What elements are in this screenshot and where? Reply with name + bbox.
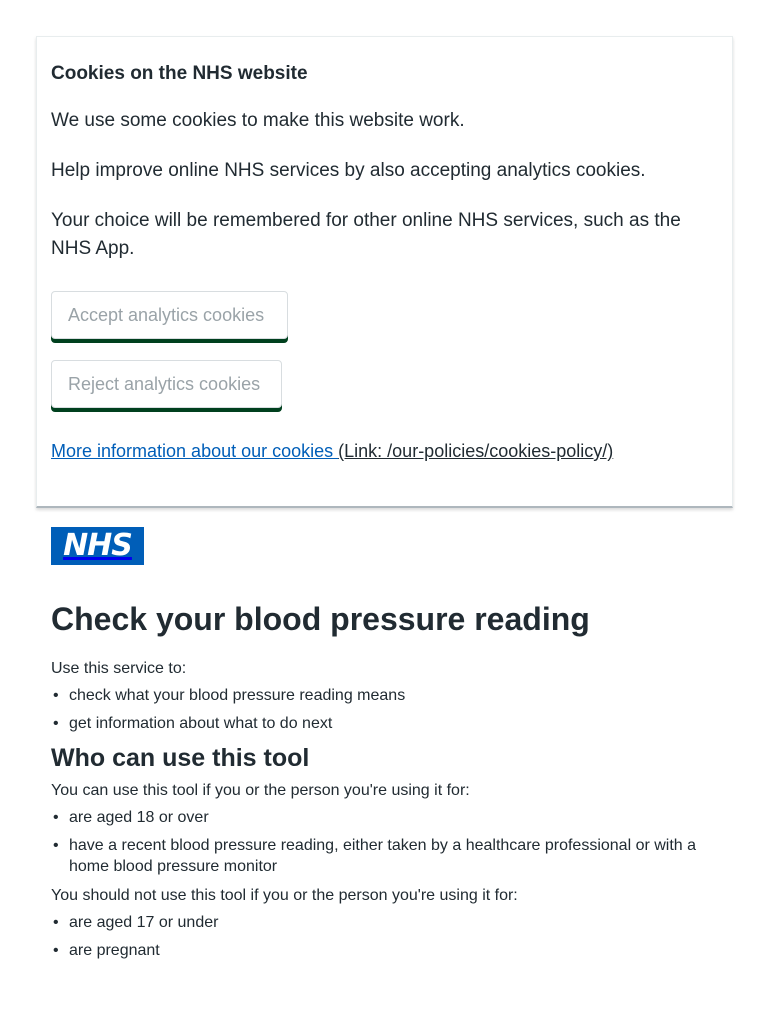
nhs-logo[interactable] xyxy=(51,527,144,565)
list-item: • are aged 17 or under xyxy=(51,912,731,933)
cookie-banner xyxy=(36,36,733,508)
cannot-use-intro: You should not use this tool if you or the person you're using it for: xyxy=(51,887,518,904)
can-use-intro: You can use this tool if you or the person you're using it for: xyxy=(51,782,470,799)
cookie-policy-link-path[interactable]: (Link: /our-policies/cookies-policy/) xyxy=(338,441,614,461)
nhs-logo-text: NHS xyxy=(63,528,132,563)
can-use-list xyxy=(51,807,731,877)
who-can-use-heading: Who can use this tool xyxy=(51,744,310,772)
list-item: • get information about what to do next xyxy=(51,713,731,734)
cookie-banner-text: Help improve online NHS services by also accepting analytics cookies. xyxy=(51,160,646,181)
list-item: • check what your blood pressure reading means xyxy=(51,685,731,706)
cookie-info-line xyxy=(51,438,718,464)
cookie-banner-text: We use some cookies to make this website work. xyxy=(51,110,465,131)
accept-analytics-cookies-button[interactable]: Accept analytics cookies xyxy=(51,291,288,339)
list-item: • are pregnant xyxy=(51,940,731,961)
list-item: • have a recent blood pressure reading, either taken by a healthcare professional or with a home blood pressure monitor xyxy=(51,835,731,877)
intro-text: Use this service to: xyxy=(51,660,187,677)
reject-analytics-cookies-button[interactable]: Reject analytics cookies xyxy=(51,360,282,408)
cookie-banner-title: Cookies on the NHS website xyxy=(51,63,308,84)
cookie-banner-text: Your choice will be remembered for other online NHS services, such as the NHS App. xyxy=(51,210,681,259)
more-cookie-info-link[interactable]: More information about our cookies xyxy=(51,441,339,461)
list-item: • are aged 18 or over xyxy=(51,807,731,828)
page-title: Check your blood pressure reading xyxy=(51,601,590,637)
cannot-use-list xyxy=(51,912,731,961)
uses-list xyxy=(51,685,731,734)
main-content xyxy=(51,595,731,968)
